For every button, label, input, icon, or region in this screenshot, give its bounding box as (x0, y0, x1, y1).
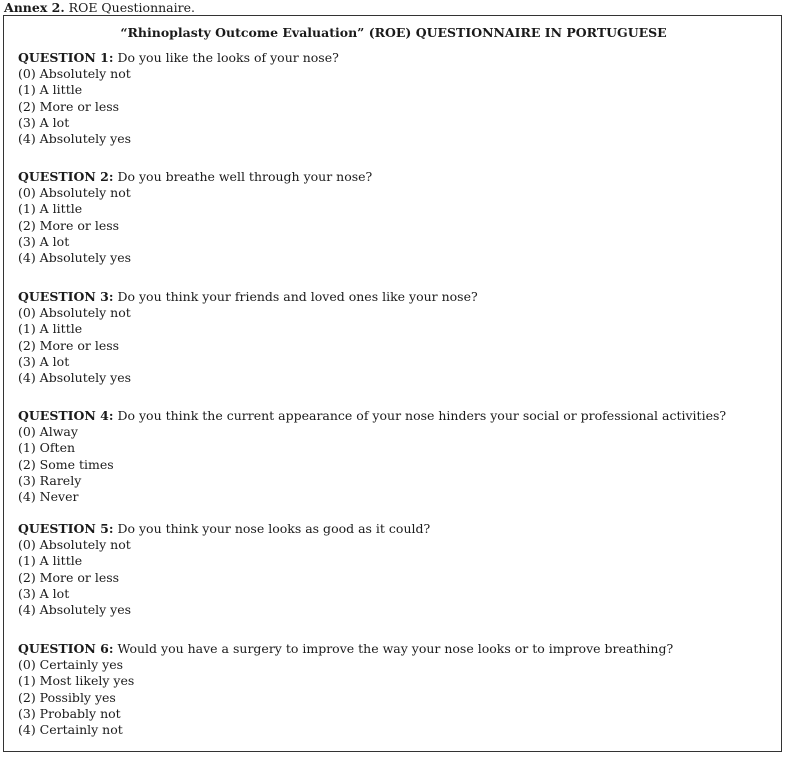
question-6-option-0: (0) Certainly yes (18, 657, 124, 673)
question-6-heading (18, 641, 673, 657)
question-block-5 (18, 521, 430, 618)
question-3-option-0: (0) Absolutely not (18, 305, 131, 321)
question-1-text: Do you like the looks of your nose? (113, 50, 339, 65)
question-5-option-4: (4) Absolutely yes (18, 602, 132, 618)
question-1-label: QUESTION 1: (18, 50, 114, 65)
question-1-option-0: (0) Absolutely not (18, 66, 131, 82)
question-4-heading (18, 408, 726, 424)
question-block-6 (18, 641, 673, 738)
question-4-text: Do you think the current appearance of your nose hinders your social or professional activities? (113, 408, 727, 423)
question-1-option-3: (3) A lot (18, 114, 70, 130)
question-2-option-3: (3) A lot (18, 233, 70, 249)
question-6-text: Would you have a surgery to improve the way your nose looks or to improve breathing? (113, 641, 674, 656)
question-4-option-2: (2) Some times (18, 456, 114, 472)
question-5-option-3: (3) A lot (18, 585, 70, 601)
question-2-option-4: (4) Absolutely yes (18, 250, 132, 266)
question-3-label: QUESTION 3: (18, 289, 114, 304)
question-4-option-3: (3) Rarely (18, 472, 82, 488)
question-3-option-2: (2) More or less (18, 337, 120, 353)
question-6-option-2: (2) Possibly yes (18, 689, 116, 705)
question-2-option-1: (1) A little (18, 201, 83, 217)
question-3-option-3: (3) A lot (18, 353, 70, 369)
question-2-option-0: (0) Absolutely not (18, 185, 131, 201)
question-1-option-4: (4) Absolutely yes (18, 131, 132, 147)
annex-caption-label: Annex 2. (4, 0, 65, 15)
question-3-option-1: (1) A little (18, 321, 83, 337)
question-block-2 (18, 169, 372, 266)
question-5-option-2: (2) More or less (18, 569, 120, 585)
question-1-option-2: (2) More or less (18, 98, 120, 114)
question-2-text: Do you breathe well through your nose? (113, 169, 373, 184)
question-4-label: QUESTION 4: (18, 408, 114, 423)
annex-caption (4, 0, 195, 16)
question-5-text: Do you think your nose looks as good as it could? (113, 521, 431, 536)
question-4-option-1: (1) Often (18, 440, 76, 456)
question-6-option-4: (4) Certainly not (18, 722, 123, 738)
question-2-label: QUESTION 2: (18, 169, 114, 184)
question-4-option-4: (4) Never (18, 489, 79, 505)
questionnaire-title: “Rhinoplasty Outcome Evaluation” (ROE) QUESTIONNAIRE IN PORTUGUESE (120, 25, 667, 40)
question-6-option-3: (3) Probably not (18, 705, 121, 721)
question-1-heading (18, 50, 339, 66)
question-4-option-0: (0) Alway (18, 424, 78, 440)
question-2-heading (18, 169, 372, 185)
questionnaire-box (3, 15, 782, 752)
question-1-option-1: (1) A little (18, 82, 83, 98)
question-5-heading (18, 521, 430, 537)
annex-caption-text: ROE Questionnaire. (64, 0, 195, 15)
question-block-1 (18, 50, 339, 147)
question-5-option-1: (1) A little (18, 553, 83, 569)
question-3-text: Do you think your friends and loved ones like your nose? (113, 289, 478, 304)
question-block-4 (18, 408, 726, 505)
question-2-option-2: (2) More or less (18, 217, 120, 233)
question-6-option-1: (1) Most likely yes (18, 673, 135, 689)
question-6-label: QUESTION 6: (18, 641, 114, 656)
question-3-heading (18, 289, 478, 305)
question-block-3 (18, 289, 478, 386)
question-5-option-0: (0) Absolutely not (18, 537, 131, 553)
question-5-label: QUESTION 5: (18, 521, 114, 536)
question-3-option-4: (4) Absolutely yes (18, 370, 132, 386)
